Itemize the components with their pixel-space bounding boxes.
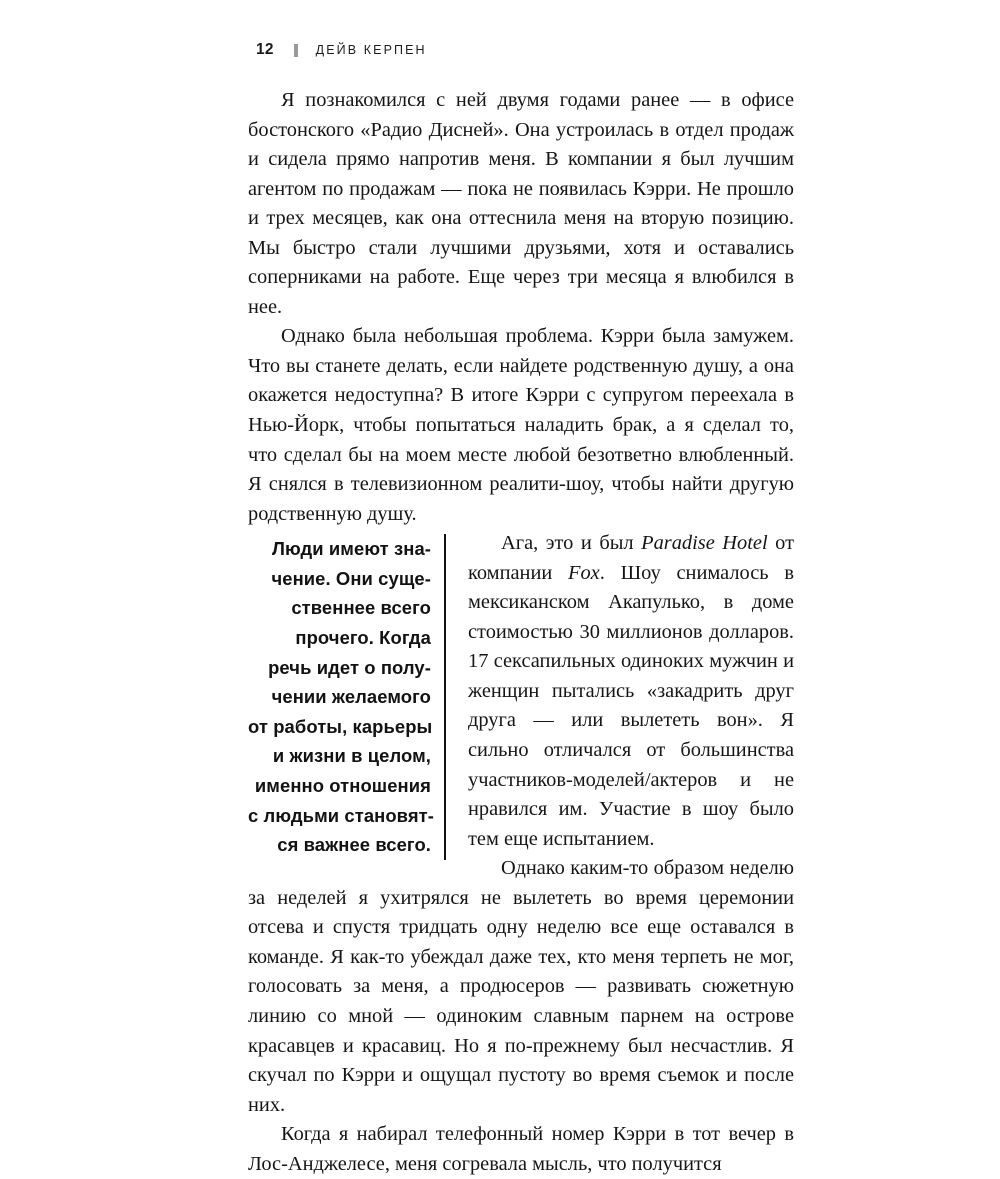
paragraph-3-text-b: от компании: [468, 532, 794, 584]
pull-quote-line: чении желаемого: [271, 686, 431, 708]
paragraph-2-text: Однако была небольшая проблема. Кэрри была замужем. Что вы станете делать, если найдете родственную душу, а она окажется недоступна? В итоге Кэрри с супругом переехала в Нью-Йорк, чтобы попытаться наладить брак, а я сделал то, что сделал бы на моем месте любой безответно влюбленный. Я снялся в телевизионном реалити-шоу, чтобы найти другую родственную душу.: [248, 325, 794, 525]
running-head-author: ДЕЙВ КЕРПЕН: [315, 43, 427, 57]
page-number: 12: [256, 41, 274, 58]
paragraph-5-text: Когда я набирал телефонный номер Кэрри в тот вечер в Лос-Анджелесе, меня согревала мысль, что получится: [248, 1123, 794, 1175]
paragraph-5: [248, 1120, 794, 1179]
pull-quote-line: от работы, карьеры: [248, 715, 433, 737]
pull-quote-line: именно отношения: [254, 774, 431, 796]
paragraph-3-title-paradise-hotel: Paradise Hotel: [641, 532, 768, 555]
paragraph-3-text-a: Ага, это и был: [501, 532, 642, 555]
body-text-block: [248, 86, 794, 1179]
pull-quote-line: Люди имеют зна-: [271, 538, 431, 560]
pull-quote-line: речь идет о полу-: [268, 656, 431, 678]
paragraph-3-title-fox: Fox: [568, 561, 600, 584]
pull-quote-line: ственнее всего: [291, 597, 431, 619]
pull-quote-line: прочего. Когда: [295, 626, 431, 648]
paragraph-4-text: Однако каким-то образом неделю за неделей я ухитрялся не вылететь во время церемонии отсева и спустя тридцать одну неделю все еще оставался в команде. Я как-то убеждал даже тех, кто меня терпеть не мог, голосовать за меня, а продюсеров — развивать сюжетную линию со мной — одиноким славным парнем на острове красавцев и красавиц. Но я по-прежнему был несчастлив. Я скучал по Кэрри и ощущал пустоту во время съемок и после них.: [248, 857, 794, 1116]
vertical-bar-icon: [294, 44, 298, 57]
running-head: [256, 40, 427, 60]
paragraph-3-text-c: . Шоу снималось в мексиканском Акапулько, в доме стоимостью 30 миллионов долларов. 17 сексапильных одиноких мужчин и женщин пытались «закадрить друг друга — или вылететь вон». Я сильно отличался от большинства участников-моделей/актеров и не нравился им. Участие в шоу было тем еще испытанием.: [468, 561, 794, 850]
pull-quote-line: и жизни в целом,: [272, 745, 431, 767]
pull-quote-line: с людьми становят-: [248, 804, 435, 826]
pull-quote-line: ся важнее всего.: [277, 834, 431, 856]
paragraph-2: [248, 322, 794, 529]
paragraph-1: [248, 86, 794, 322]
pull-quote-line: чение. Они суще-: [271, 567, 431, 589]
pull-quote: [248, 534, 446, 860]
paragraph-1-text: Я познакомился с ней двумя годами ранее — в офисе бостонского «Радио Дисней». Она устроилась в отдел продаж и сидела прямо напротив меня. В компании я был лучшим агентом по продажам — пока не появилась Кэрри. Не прошло и трех месяцев, как она оттеснила меня на вторую позицию. Мы быстро стали лучшими друзьями, хотя и оставались соперниками на работе. Еще через три месяца я влюбился в нее.: [248, 89, 794, 318]
paragraph-4: [248, 854, 794, 1120]
